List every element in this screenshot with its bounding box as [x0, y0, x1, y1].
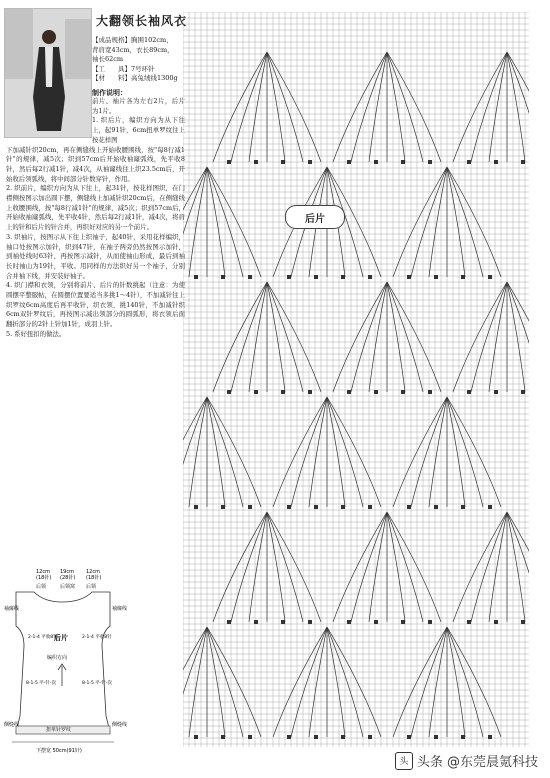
top-mid-dim: 19cm: [60, 569, 74, 575]
spec-list: [92, 36, 184, 84]
collar-left-label: 后领: [36, 584, 47, 590]
armhole-left-label: 袖窿线: [4, 606, 20, 612]
top-left-dim: 12cm: [36, 569, 50, 575]
collar-mid-label: 后领窝: [60, 584, 76, 590]
chart-label: 后片: [285, 205, 345, 229]
spec-row: 【成品规格】胸围102cm，: [92, 36, 173, 44]
instruction-paragraph: 3. 织袖片，按图示从下往上织袖子，起40针，采用花样编织，袖口处按图示加针，织到47针，在袖子两旁仍然按图示加针，到袖处线时63针，再按图示减针，从而使袖山形成，最后到袖长时袖山为19针，平收。用同样的方法织好另一个袖子，分别合并袖下线，并安装好袖子。: [6, 232, 185, 280]
watermark-text: 头条 @东莞晨氪科技: [416, 755, 538, 770]
instructions-title: 制作说明：: [92, 88, 127, 97]
dec-right-label: 2-1-4 平收8针: [82, 635, 112, 640]
waist-right-label: 8-1-5 平-针-次: [82, 681, 113, 686]
instruction-paragraph: 下加减针织20cm，再在侧缝线上开始收腰围线，按"每8行减1针"的规律，减5次；织到57cm后开始收袖窿弧线，先平收8针，然后每2行减1针，减4次，从袖窿线往上织23.5cm后，开始收后领弧线，将中间部分针数穿针，作用。: [6, 145, 185, 183]
spec-row: 【材 料】高兔绒线1300g: [92, 74, 178, 82]
top-left-dim-sub: (18针): [36, 575, 52, 581]
knitting-chart: [183, 12, 529, 747]
instruction-paragraph: 4. 织门襟和衣领，分别将前片、后片的针数挑起（注意：为使圆摆平整服帖，在圆摆位置要适当多挑1～4针），不加减针往上织罗纹6cm高度后再平收针，织衣领，挑140针，不加减针织6cm双针罗纹后，再按图示减出领部分的圆弧形，将衣领后面翻折部分的2针上针加1针，成羽上针。: [6, 281, 185, 329]
side-right-label: 侧缝线: [112, 722, 128, 728]
spec-row: 袖长62cm: [92, 55, 124, 63]
instruction-paragraph: 1. 织后片，编织方向为从下往上，起91针，6cm扭单罗纹往上按花样图: [92, 116, 185, 144]
direction-label: 编织方向: [47, 655, 68, 661]
bottom-dim-label: 下摆宽 50cm(91针): [36, 748, 82, 754]
body-label: 后片: [54, 634, 68, 642]
rib-label: 扭单针罗纹: [46, 727, 72, 733]
spec-row: 【工 具】7号环针: [92, 64, 155, 73]
page-title: 大翻领长袖风衣: [96, 14, 188, 28]
side-left-label: 侧缝线: [4, 722, 20, 728]
top-mid-dim-sub: (28针): [60, 575, 76, 581]
toutiao-icon: 头: [395, 752, 413, 770]
instruction-paragraph: 前片、袖片各为左右2片，后片为1片。: [92, 97, 185, 115]
collar-right-label: 后领: [86, 584, 97, 590]
instructions-text: [6, 97, 185, 340]
armhole-right-label: 袖窿线: [112, 606, 128, 612]
watermark: [395, 751, 538, 770]
top-right-dim-sub: (18针): [86, 575, 102, 581]
spec-row: 背肩宽43cm，衣长89cm，: [92, 45, 174, 54]
dec-left-label: 2-1-4 平收8针: [28, 635, 58, 640]
instruction-paragraph: 2. 织前片，编织方向为从下往上，起31针，按花样图织，在门襟侧按图示加出圆下摆，侧缝线上加减针织20cm后，在侧缝线上收腰围线，按"每8行减1针"的规律，减5次；织到57cm后，开始收袖窿弧线，先平收4针，然后每2行减1针，减4次，将肩上的针和后片的针合并，再织好对应的另一个前片。: [6, 184, 185, 232]
waist-left-label: 8-1-5 平-针-次: [26, 681, 57, 686]
back-piece-schematic: [2, 566, 142, 756]
chart-grid: [183, 12, 529, 747]
top-right-dim: 12cm: [86, 569, 100, 575]
back-piece-outline: [16, 592, 110, 732]
instruction-paragraph: 5. 系好扭扣的做法。: [6, 329, 66, 338]
